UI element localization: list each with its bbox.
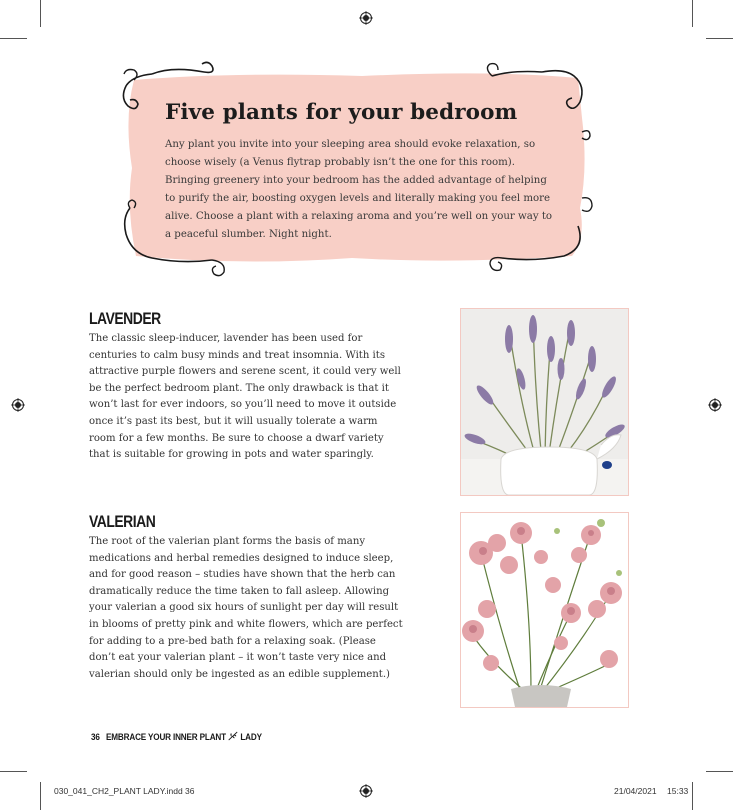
valerian-illustration (461, 513, 628, 707)
crop-mark (0, 38, 27, 39)
section-title-lavender: LAVENDER (89, 309, 161, 328)
plant-sprig-icon (228, 731, 238, 741)
lavender-illustration (461, 309, 628, 495)
section-title-valerian: VALERIAN (89, 512, 156, 531)
page-footer (91, 731, 262, 743)
page-number: 36 (91, 732, 100, 743)
crop-mark (40, 782, 41, 810)
section-body-valerian: The root of the valerian plant forms the basis of many medications and herbal remedies designed to induce sleep, and for good reason – studies have shown that the herb can dramatically reduce the time taken to fall asleep. Allowing your valerian a good six hours of sunlight per day will result in blooms of pretty pink and white flowers, which are perfect for adding to a pre-bed bath for a relaxing soak. (Please don’t eat your valerian plant – it won’t taste very nice and valerian should only be ingested as an edible supplement.) (89, 536, 403, 680)
slug-filename: 030_041_CH2_PLANT LADY.indd 36 (54, 786, 195, 796)
book-title-part-2: LADY (240, 732, 262, 743)
crop-mark (692, 0, 693, 27)
intro-paragraph: Any plant you invite into your sleeping area should evoke relaxation, so choose wisely (a Venus flytrap probably isn’t the one for this room). Bringing greenery into your bedroom has the added advantage of helping to purify the air, boosting oxygen levels and literally making you feel more alive. Choose a plant with a relaxing aroma and you’re well on your way to a peaceful slumber. Night night. (165, 139, 553, 240)
crop-mark (692, 782, 693, 810)
intro-title: Five plants for your bedroom (165, 100, 518, 125)
crop-mark (706, 771, 733, 772)
registration-mark-icon (359, 11, 373, 25)
section-body-lavender: The classic sleep-inducer, lavender has been used for centuries to calm busy minds and treat insomnia. With its attractive purple flowers and serene scent, it could very well be the perfect bedroom plant. The only drawback is that it won’t last for ever indoors, so you’ll need to move it outside once it’s past its best, but it will usually tolerate a warm room for a few months. Be sure to choose a dwarf variety that is suitable for growing in pots and water sparingly. (89, 333, 401, 461)
crop-mark (706, 38, 733, 39)
valerian-photo (460, 512, 629, 708)
registration-mark-icon (359, 784, 373, 798)
lavender-photo (460, 308, 629, 496)
crop-mark (40, 0, 41, 27)
crop-mark (0, 771, 27, 772)
slug-date: 21/04/2021 (614, 786, 657, 796)
registration-mark-icon (708, 398, 722, 412)
registration-mark-icon (11, 398, 25, 412)
book-title-part-1: EMBRACE YOUR INNER PLANT (106, 732, 226, 743)
slug-time: 15:33 (667, 786, 689, 796)
